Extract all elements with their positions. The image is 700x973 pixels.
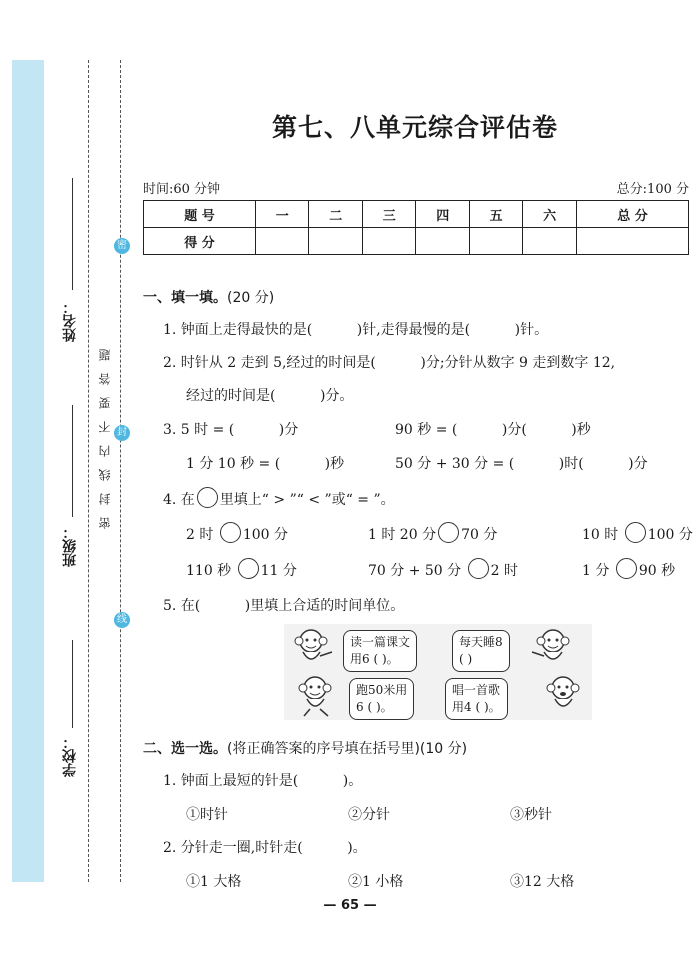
score-cell[interactable]: [256, 228, 309, 255]
class-label: 班级：: [62, 525, 78, 567]
exam-time: 时间:60 分钟: [143, 182, 221, 197]
table-cell: 题 号: [144, 201, 256, 228]
answer-circle[interactable]: [438, 522, 459, 543]
q1-3a1: 3. 5 时 = ( )分: [163, 422, 299, 438]
score-row: [144, 228, 689, 255]
compare-item: 2 时 100 分: [186, 522, 288, 544]
option[interactable]: ①时针: [186, 807, 228, 823]
q1-3a2: 90 秒 = ( )分( )秒: [395, 422, 591, 438]
option[interactable]: ③秒针: [510, 807, 552, 823]
compare-item: 1 时 20 分 70 分: [368, 522, 497, 544]
q1-3b1: 1 分 10 秒 = ( )秒: [186, 456, 345, 472]
score-cell[interactable]: [469, 228, 522, 255]
cut-line-outer: [88, 60, 89, 882]
option[interactable]: ①1 大格: [186, 874, 242, 890]
speech-bubble: 唱一首歌 用4 ( )。: [445, 678, 508, 720]
table-cell: 二: [309, 201, 362, 228]
q1-4: 4. 在 里填上“ > ”“ < ”或“ = ”。: [163, 487, 395, 509]
seal-notice: 密封线内不要答题: [98, 337, 112, 529]
score-table: [143, 200, 689, 255]
speech-bubble: 每天睡8 ( ): [452, 630, 510, 672]
compare-item: 10 时 100 分: [582, 522, 693, 544]
compare-item: 1 分 90 秒: [582, 558, 675, 580]
answer-circle[interactable]: [625, 522, 646, 543]
option[interactable]: ②分针: [348, 807, 390, 823]
table-cell: 六: [523, 201, 576, 228]
page-number: — 65 —: [323, 898, 377, 913]
monkey-icon: [528, 626, 578, 670]
table-cell: 五: [469, 201, 522, 228]
option[interactable]: ③12 大格: [510, 874, 575, 890]
table-cell: 总 分: [576, 201, 688, 228]
binding-strip: [12, 60, 44, 882]
name-label: 姓名：: [62, 300, 78, 342]
score-cell[interactable]: [362, 228, 415, 255]
section1-heading: 一、填一填。(20 分): [143, 290, 275, 306]
cut-line-inner: [120, 60, 121, 882]
monkey-icon: [538, 673, 588, 717]
monkey-icon: [286, 626, 336, 670]
seal-feng: 封: [114, 425, 130, 441]
school-label: 学校：: [62, 735, 78, 777]
table-cell: 三: [362, 201, 415, 228]
seal-mi: 密: [114, 238, 130, 254]
score-cell[interactable]: [309, 228, 362, 255]
score-cell[interactable]: [523, 228, 576, 255]
page-title: 第七、八单元综合评估卷: [271, 113, 558, 142]
q2-2: 2. 分针走一圈,时针走( )。: [163, 840, 367, 856]
score-header-row: [144, 201, 689, 228]
q2-1: 1. 钟面上最短的针是( )。: [163, 773, 363, 789]
compare-item: 70 分 + 50 分 2 时: [368, 558, 518, 580]
class-field[interactable]: [72, 405, 73, 517]
school-field[interactable]: [72, 640, 73, 728]
q1-1: 1. 钟面上走得最快的是( )针,走得最慢的是( )针。: [163, 322, 549, 338]
circle-icon: [197, 487, 218, 508]
q1-2a: 2. 时针从 2 走到 5,经过的时间是( )分;分针从数字 9 走到数字 12,: [163, 355, 616, 371]
speech-bubble: 跑50米用 6 ( )。: [349, 678, 414, 720]
section2-heading: 二、选一选。(将正确答案的序号填在括号里)(10 分): [143, 741, 468, 757]
answer-circle[interactable]: [220, 522, 241, 543]
compare-item: 110 秒 11 分: [186, 558, 297, 580]
exam-total: 总分:100 分: [616, 182, 689, 197]
table-cell: 一: [256, 201, 309, 228]
answer-circle[interactable]: [238, 558, 259, 579]
table-cell: 得 分: [144, 228, 256, 255]
q1-2b: 经过的时间是( )分。: [186, 388, 354, 404]
answer-circle[interactable]: [616, 558, 637, 579]
seal-xian: 线: [114, 612, 130, 628]
monkey-icon: [290, 673, 340, 717]
q1-3b2: 50 分 + 30 分 = ( )时( )分: [395, 456, 648, 472]
speech-bubble: 读一篇课文 用6 ( )。: [343, 630, 417, 672]
q1-5: 5. 在( )里填上合适的时间单位。: [163, 598, 405, 614]
answer-circle[interactable]: [468, 558, 489, 579]
option[interactable]: ②1 小格: [348, 874, 404, 890]
score-cell[interactable]: [416, 228, 469, 255]
table-cell: 四: [416, 201, 469, 228]
score-cell[interactable]: [576, 228, 688, 255]
name-field[interactable]: [72, 178, 73, 290]
